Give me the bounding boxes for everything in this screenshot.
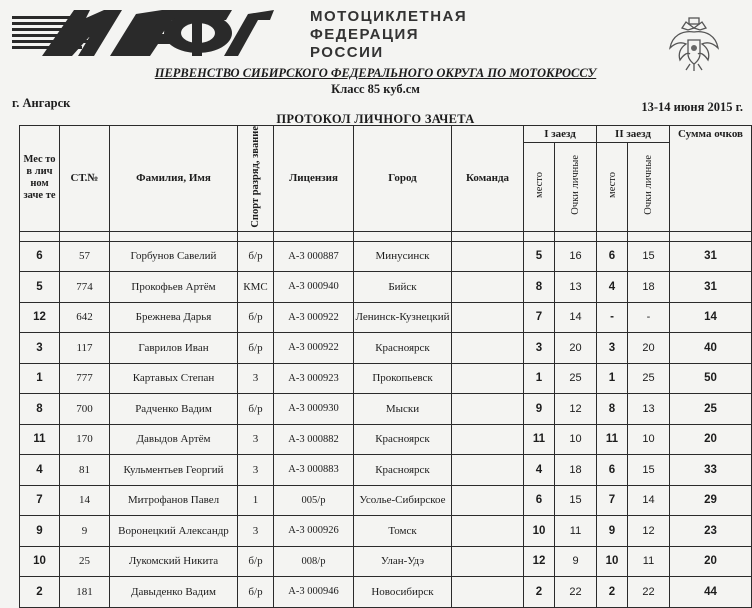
cell-race1-points: 20 <box>555 333 597 364</box>
cell-name: Митрофанов Павел <box>110 485 238 516</box>
cell-name: Лукомский Никита <box>110 546 238 577</box>
cell-place: 11 <box>20 424 60 455</box>
cell-race2-place: 10 <box>597 546 628 577</box>
header-race2-points-text: Очки личные <box>643 155 654 216</box>
cell-rank: б/р <box>238 333 274 364</box>
cell-race1-points: 12 <box>555 394 597 425</box>
cell-race2-points: 15 <box>628 455 670 486</box>
cell-number: 774 <box>60 272 110 303</box>
header-race1: I заезд <box>524 126 597 143</box>
cell-license: А-3 000923 <box>274 363 354 394</box>
cell-race1-place: 10 <box>524 516 555 547</box>
cell-number: 117 <box>60 333 110 364</box>
cell-city: Красноярск <box>354 424 452 455</box>
header-team: Команда <box>452 126 524 232</box>
cell-license: 008/р <box>274 546 354 577</box>
cell-number: 700 <box>60 394 110 425</box>
cell-city: Улан-Удэ <box>354 546 452 577</box>
cell-race1-points: 14 <box>555 302 597 333</box>
cell-city: Бийск <box>354 272 452 303</box>
cell-place: 1 <box>20 363 60 394</box>
cell-total: 33 <box>670 455 752 486</box>
cell-race1-points: 18 <box>555 455 597 486</box>
cell-total: 14 <box>670 302 752 333</box>
header-place: Мес то в лич ном заче те <box>20 126 60 232</box>
cell-name: Картавых Степан <box>110 363 238 394</box>
header-race2-place <box>597 142 628 231</box>
mfr-logo <box>12 8 274 60</box>
cell-team <box>452 333 524 364</box>
cell-race2-place: 3 <box>597 333 628 364</box>
cell-team <box>452 272 524 303</box>
cell-license: А-3 000922 <box>274 302 354 333</box>
cell-race2-points: 10 <box>628 424 670 455</box>
cell-rank: 1 <box>238 485 274 516</box>
cell-team <box>452 424 524 455</box>
cell-race2-place: 7 <box>597 485 628 516</box>
cell-race1-points: 15 <box>555 485 597 516</box>
cell-rank: КМС <box>238 272 274 303</box>
cell-license: А-3 000882 <box>274 424 354 455</box>
cell-team <box>452 485 524 516</box>
cell-race2-points: 22 <box>628 577 670 608</box>
cell-place: 9 <box>20 516 60 547</box>
cell-rank: б/р <box>238 302 274 333</box>
cell-number: 25 <box>60 546 110 577</box>
cell-total: 20 <box>670 546 752 577</box>
table-row <box>20 241 752 272</box>
header-name: Фамилия, Имя <box>110 126 238 232</box>
org-line-3: РОССИИ <box>310 44 384 61</box>
cell-team <box>452 516 524 547</box>
cell-name: Брежнева Дарья <box>110 302 238 333</box>
cell-city: Красноярск <box>354 455 452 486</box>
protocol-title: ПРОТОКОЛ ЛИЧНОГО ЗАЧЕТА <box>276 112 475 126</box>
cell-race1-place: 4 <box>524 455 555 486</box>
cell-race2-points: 13 <box>628 394 670 425</box>
cell-place: 12 <box>20 302 60 333</box>
cell-license: А-3 000926 <box>274 516 354 547</box>
cell-race2-place: - <box>597 302 628 333</box>
cell-rank: 3 <box>238 424 274 455</box>
cell-race2-points: 11 <box>628 546 670 577</box>
cell-race2-place: 1 <box>597 363 628 394</box>
cell-team <box>452 241 524 272</box>
cell-city: Мыски <box>354 394 452 425</box>
cell-race2-points: 20 <box>628 333 670 364</box>
cell-race2-points: 18 <box>628 272 670 303</box>
cell-race1-points: 11 <box>555 516 597 547</box>
header-number: СТ.№ <box>60 126 110 232</box>
cell-race2-place: 6 <box>597 241 628 272</box>
cell-rank: б/р <box>238 546 274 577</box>
cell-race1-points: 16 <box>555 241 597 272</box>
event-city: г. Ангарск <box>12 96 71 110</box>
header-race1-points-text: Очки личные <box>570 155 581 216</box>
cell-city: Томск <box>354 516 452 547</box>
cell-number: 777 <box>60 363 110 394</box>
cell-rank: 3 <box>238 516 274 547</box>
header-race1-points <box>555 142 597 231</box>
table-row <box>20 333 752 364</box>
cell-team <box>452 363 524 394</box>
cell-race2-points: 15 <box>628 241 670 272</box>
results-table <box>19 125 752 608</box>
table-row <box>20 424 752 455</box>
cell-total: 20 <box>670 424 752 455</box>
cell-race1-place: 12 <box>524 546 555 577</box>
header-race1-place-text: место <box>533 172 545 199</box>
table-row <box>20 363 752 394</box>
cell-total: 44 <box>670 577 752 608</box>
table-header <box>20 126 752 232</box>
cell-total: 31 <box>670 272 752 303</box>
cell-race2-place: 11 <box>597 424 628 455</box>
cell-team <box>452 455 524 486</box>
cell-race1-place: 6 <box>524 485 555 516</box>
cell-place: 2 <box>20 577 60 608</box>
coat-of-arms-icon <box>668 18 720 72</box>
cell-city: Прокопьевск <box>354 363 452 394</box>
event-date: 13-14 июня 2015 г. <box>641 100 743 114</box>
cell-race1-points: 10 <box>555 424 597 455</box>
cell-name: Воронецкий Александр <box>110 516 238 547</box>
cell-race2-place: 6 <box>597 455 628 486</box>
cell-place: 4 <box>20 455 60 486</box>
cell-place: 7 <box>20 485 60 516</box>
org-line-1: МОТОЦИКЛЕТНАЯ <box>310 8 468 25</box>
cell-number: 181 <box>60 577 110 608</box>
cell-license: А-3 000940 <box>274 272 354 303</box>
cell-name: Прокофьев Артём <box>110 272 238 303</box>
cell-number: 14 <box>60 485 110 516</box>
cell-race2-points: 25 <box>628 363 670 394</box>
cell-license: А-3 000946 <box>274 577 354 608</box>
cell-name: Давыдов Артём <box>110 424 238 455</box>
table-row <box>20 302 752 333</box>
cell-race1-place: 2 <box>524 577 555 608</box>
cell-race1-place: 5 <box>524 241 555 272</box>
cell-team <box>452 546 524 577</box>
cell-name: Давыденко Вадим <box>110 577 238 608</box>
cell-number: 170 <box>60 424 110 455</box>
table-row <box>20 577 752 608</box>
cell-place: 6 <box>20 241 60 272</box>
header-rank-text: Спорт разряд, звание <box>250 126 261 228</box>
header-city: Город <box>354 126 452 232</box>
cell-name: Горбунов Савелий <box>110 241 238 272</box>
cell-race2-place: 2 <box>597 577 628 608</box>
header-race1-place <box>524 142 555 231</box>
cell-team <box>452 577 524 608</box>
table-row <box>20 394 752 425</box>
cell-city: Усолье-Сибирское <box>354 485 452 516</box>
table-row <box>20 272 752 303</box>
cell-race2-place: 4 <box>597 272 628 303</box>
cell-race1-points: 25 <box>555 363 597 394</box>
cell-number: 642 <box>60 302 110 333</box>
table-spacer <box>20 231 752 241</box>
header-race2-points <box>628 142 670 231</box>
cell-total: 29 <box>670 485 752 516</box>
cell-total: 25 <box>670 394 752 425</box>
table-body <box>20 241 752 607</box>
cell-name: Гаврилов Иван <box>110 333 238 364</box>
cell-license: А-3 000887 <box>274 241 354 272</box>
cell-license: А-3 000922 <box>274 333 354 364</box>
cell-city: Новосибирск <box>354 577 452 608</box>
cell-place: 5 <box>20 272 60 303</box>
cell-number: 57 <box>60 241 110 272</box>
header-race2: II заезд <box>597 126 670 143</box>
cell-race2-points: 14 <box>628 485 670 516</box>
header-race2-place-text: место <box>606 172 618 199</box>
cell-race1-place: 11 <box>524 424 555 455</box>
cell-race1-place: 1 <box>524 363 555 394</box>
cell-license: А-3 000883 <box>274 455 354 486</box>
table-row <box>20 485 752 516</box>
cell-race2-points: 12 <box>628 516 670 547</box>
cell-race1-points: 9 <box>555 546 597 577</box>
cell-name: Радченко Вадим <box>110 394 238 425</box>
cell-race1-points: 22 <box>555 577 597 608</box>
cell-race2-place: 8 <box>597 394 628 425</box>
cell-race2-place: 9 <box>597 516 628 547</box>
cell-rank: б/р <box>238 577 274 608</box>
cell-total: 23 <box>670 516 752 547</box>
cell-rank: 3 <box>238 455 274 486</box>
cell-race1-place: 3 <box>524 333 555 364</box>
table-row <box>20 516 752 547</box>
cell-rank: 3 <box>238 363 274 394</box>
cell-race1-points: 13 <box>555 272 597 303</box>
cell-rank: б/р <box>238 394 274 425</box>
cell-city: Минусинск <box>354 241 452 272</box>
cell-license: 005/р <box>274 485 354 516</box>
cell-race1-place: 9 <box>524 394 555 425</box>
header-rank <box>238 126 274 232</box>
document-title: ПЕРВЕНСТВО СИБИРСКОГО ФЕДЕРАЛЬНОГО ОКРУГА ПО МОТОКРОССУ <box>154 66 597 80</box>
table-row <box>20 455 752 486</box>
cell-total: 31 <box>670 241 752 272</box>
header-license: Лицензия <box>274 126 354 232</box>
org-name <box>310 8 467 62</box>
cell-place: 10 <box>20 546 60 577</box>
cell-team <box>452 302 524 333</box>
cell-number: 9 <box>60 516 110 547</box>
cell-race1-place: 7 <box>524 302 555 333</box>
cell-race1-place: 8 <box>524 272 555 303</box>
cell-race2-points: - <box>628 302 670 333</box>
header-total: Сумма очков <box>670 126 752 232</box>
cell-place: 3 <box>20 333 60 364</box>
org-line-2: ФЕДЕРАЦИЯ <box>310 26 420 43</box>
cell-place: 8 <box>20 394 60 425</box>
cell-number: 81 <box>60 455 110 486</box>
table-row <box>20 546 752 577</box>
cell-city: Красноярск <box>354 333 452 364</box>
cell-city: Ленинск-Кузнецкий <box>354 302 452 333</box>
cell-total: 40 <box>670 333 752 364</box>
class-line: Класс 85 куб.см <box>331 82 420 96</box>
cell-team <box>452 394 524 425</box>
cell-total: 50 <box>670 363 752 394</box>
cell-rank: б/р <box>238 241 274 272</box>
cell-license: А-3 000930 <box>274 394 354 425</box>
cell-name: Кульментьев Георгий <box>110 455 238 486</box>
